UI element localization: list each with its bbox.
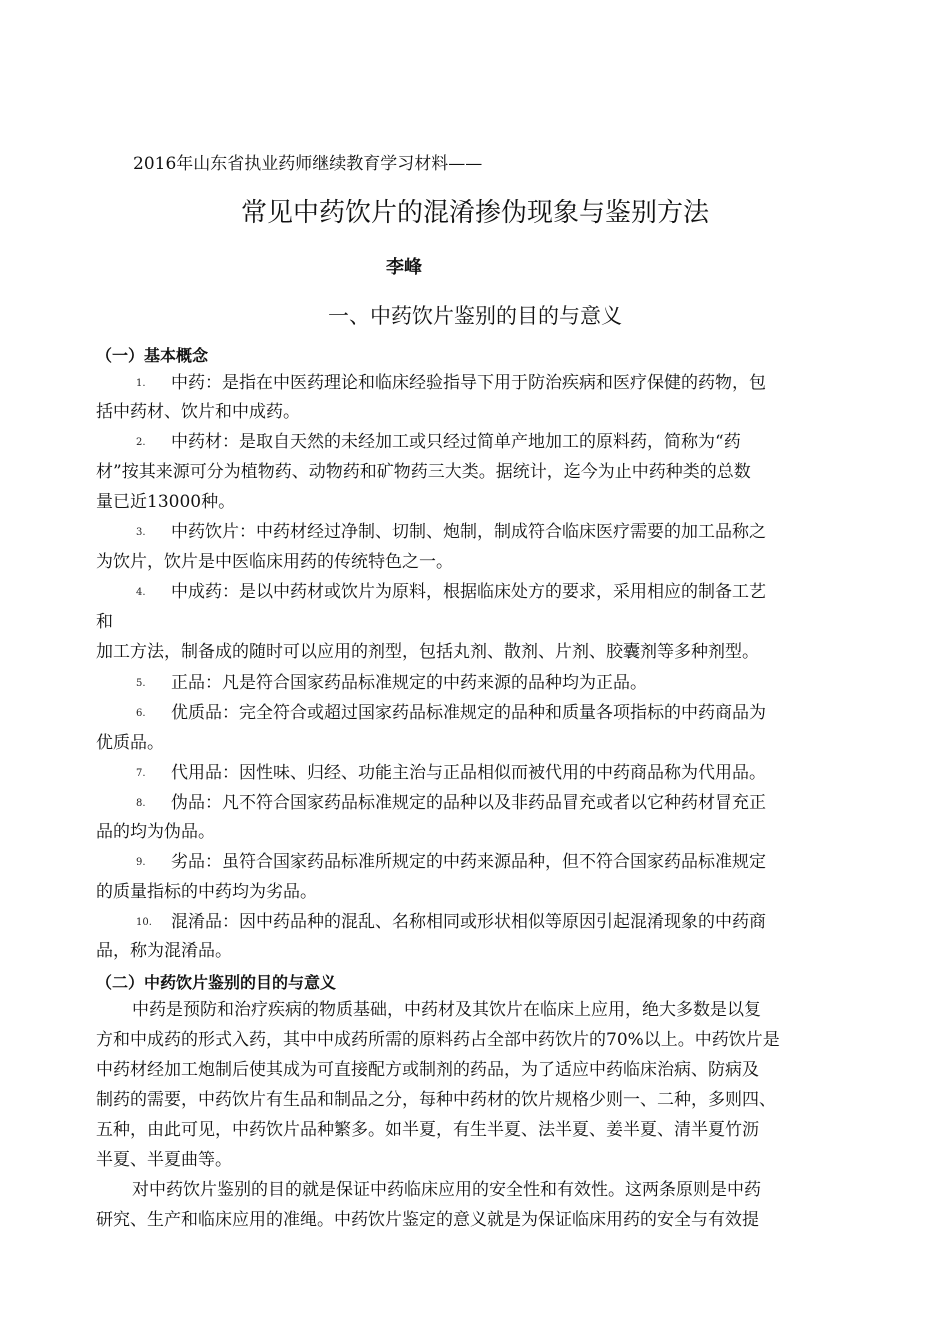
list-item-number: 9. (136, 856, 146, 868)
list-item-5-line-1: 5. 正品：凡是符合国家药品标准规定的中药来源的品种均为正品。 (136, 673, 647, 693)
list-item-6-line-1: 6. 优质品：完全符合或超过国家药品标准规定的品种和质量各项指标的中药商品为 (136, 703, 766, 723)
paragraph-1-line-2: 方和中成药的形式入药，其中中成药所需的原料药占全部中药饮片的70%以上。中药饮片是 (96, 1030, 780, 1050)
list-item-9-line-1: 9. 劣品：虽符合国家药品标准所规定的中药来源品种，但不符合国家药品标准规定 (136, 852, 766, 872)
list-item-7-line-1: 7. 代用品：因性味、归经、功能主治与正品相似而被代用的中药商品称为代用品。 (136, 763, 766, 783)
paragraph-1-line-3: 中药材经加工炮制后使其成为可直接配方或制剂的药品，为了适应中药临床治病、防病及 (96, 1060, 759, 1080)
list-item-number: 8. (136, 797, 146, 809)
paragraph-1-line-5: 五种，由此可见，中药饮片品种繁多。如半夏，有生半夏、法半夏、姜半夏、清半夏竹沥 (96, 1120, 759, 1140)
list-item-4-line-1: 4. 中成药：是以中药材或饮片为原料，根据临床处方的要求，采用相应的制备工艺 (136, 582, 766, 602)
list-item-2-line-1: 2. 中药材：是取自天然的未经加工或只经过简单产地加工的原料药，简称为“药 (136, 432, 741, 452)
list-item-4-line-2: 和 (96, 612, 113, 632)
paragraph-1-line-4: 制药的需要，中药饮片有生品和制品之分，每种中药材的饮片规格少则一、二种，多则四、 (96, 1090, 776, 1110)
list-item-1-line-1: 1. 中药：是指在中医药理论和临床经验指导下用于防治疾病和医疗保健的药物，包 (136, 373, 766, 393)
paragraph-2-line-1: 对中药饮片鉴别的目的就是保证中药临床应用的安全性和有效性。这两条原则是中药 (132, 1180, 761, 1200)
list-item-6-line-2: 优质品。 (96, 733, 164, 753)
list-item-number: 1. (136, 377, 146, 389)
paragraph-2-line-2: 研究、生产和临床应用的准绳。中药饮片鉴定的意义就是为保证临床用药的安全与有效提 (96, 1210, 759, 1230)
list-item-1-line-2: 括中药材、饮片和中成药。 (96, 402, 300, 422)
list-item-number: 2. (136, 436, 146, 448)
document-supertitle: 2016年山东省执业药师继续教育学习材料—— (133, 154, 483, 174)
list-item-number: 3. (136, 526, 146, 538)
list-item-number: 4. (136, 586, 146, 598)
document-title: 常见中药饮片的混淆掺伪现象与鉴别方法 (240, 198, 709, 228)
list-item-8-line-1: 8. 伪品：凡不符合国家药品标准规定的品种以及非药品冒充或者以它种药材冒充正 (136, 793, 766, 813)
subsection-heading-purpose: （二）中药饮片鉴别的目的与意义 (96, 973, 337, 992)
list-item-2-line-3: 量已近13000种。 (96, 492, 236, 512)
list-item-2-line-2: 材”按其来源可分为植物药、动物药和矿物药三大类。据统计，迄今为止中药种类的总数 (96, 462, 751, 482)
list-item-3-line-1: 3. 中药饮片：中药材经过净制、切制、炮制，制成符合临床医疗需要的加工品称之 (136, 522, 766, 542)
list-item-number: 6. (136, 707, 146, 719)
subsection-heading-basic-concepts: （一）基本概念 (96, 346, 209, 365)
list-item-number: 7. (136, 767, 146, 779)
section-heading: 一、中药饮片鉴别的目的与意义 (328, 304, 622, 328)
list-item-8-line-2: 品的均为伪品。 (96, 822, 215, 842)
list-item-10-line-1: 10. 混淆品：因中药品种的混乱、名称相同或形状相似等原因引起混淆现象的中药商 (136, 912, 766, 932)
author-name: 李峰 (386, 257, 422, 278)
list-item-4-line-3: 加工方法，制备成的随时可以应用的剂型，包括丸剂、散剂、片剂、胶囊剂等多种剂型。 (96, 642, 759, 662)
list-item-number: 10. (136, 916, 152, 928)
paragraph-1-line-6: 半夏、半夏曲等。 (96, 1150, 232, 1170)
list-item-9-line-2: 的质量指标的中药均为劣品。 (96, 882, 317, 902)
list-item-number: 5. (136, 677, 146, 689)
paragraph-1-line-1: 中药是预防和治疗疾病的物质基础，中药材及其饮片在临床上应用，绝大多数是以复 (132, 1000, 761, 1020)
list-item-10-line-2: 品，称为混淆品。 (96, 941, 232, 961)
list-item-3-line-2: 为饮片，饮片是中医临床用药的传统特色之一。 (96, 552, 453, 572)
